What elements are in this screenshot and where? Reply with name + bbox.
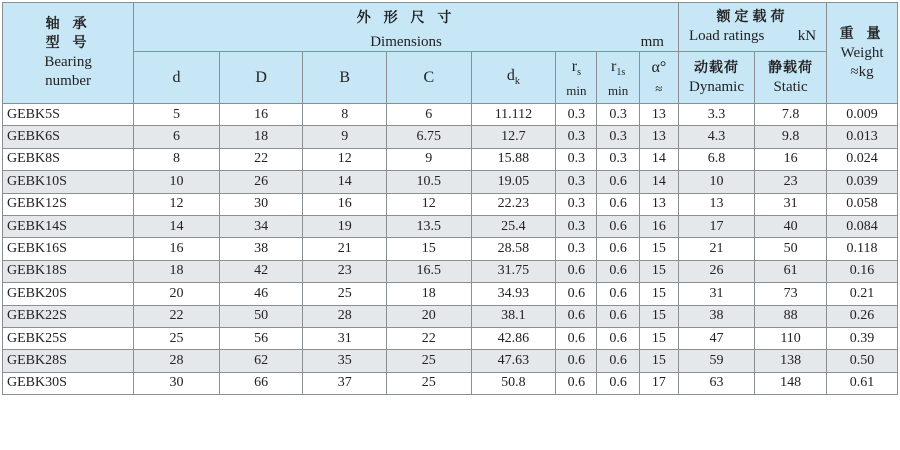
- col-d: d: [134, 52, 220, 104]
- cell-static: 9.8: [755, 126, 827, 148]
- cell-c: 16.5: [386, 260, 471, 282]
- cell-d: 8: [134, 148, 220, 170]
- cell-model: GEBK28S: [3, 350, 134, 372]
- cell-d: 14: [134, 215, 220, 237]
- cell-static: 61: [755, 260, 827, 282]
- cell-b: 28: [303, 305, 387, 327]
- cell-weight: 0.058: [827, 193, 898, 215]
- cell-c: 20: [386, 305, 471, 327]
- cell-static: 88: [755, 305, 827, 327]
- cell-b: 25: [303, 283, 387, 305]
- cell-b: 12: [303, 148, 387, 170]
- cell-outer-d: 66: [219, 372, 303, 394]
- load-ratings-header-cn: 额定载荷: [716, 9, 789, 25]
- cell-model: GEBK18S: [3, 260, 134, 282]
- cell-dk: 11.112: [471, 104, 556, 126]
- col-alpha: [639, 52, 678, 104]
- cell-d: 28: [134, 350, 220, 372]
- table-body: [3, 104, 898, 395]
- col-alpha-approx: ≈: [655, 81, 663, 96]
- cell-alpha: 15: [639, 283, 678, 305]
- cell-dynamic: 38: [678, 305, 754, 327]
- cell-d: 25: [134, 327, 220, 349]
- cell-dynamic: 63: [678, 372, 754, 394]
- cell-model: GEBK20S: [3, 283, 134, 305]
- cell-model: GEBK25S: [3, 327, 134, 349]
- cell-dk: 47.63: [471, 350, 556, 372]
- cell-static: 40: [755, 215, 827, 237]
- dimensions-header-cn: 外 形 尺 寸: [356, 10, 456, 26]
- model-header-en-line1: Bearing: [44, 54, 92, 70]
- cell-r1s: 0.3: [597, 104, 639, 126]
- cell-dynamic: 47: [678, 327, 754, 349]
- cell-b: 14: [303, 171, 387, 193]
- col-dynamic-cn: 动载荷: [694, 59, 740, 76]
- cell-b: 21: [303, 238, 387, 260]
- col-rs-min: min: [566, 82, 587, 98]
- col-r1s-main: r: [611, 57, 617, 75]
- cell-alpha: 15: [639, 305, 678, 327]
- table-row: [3, 104, 898, 126]
- cell-b: 35: [303, 350, 387, 372]
- cell-weight: 0.16: [827, 260, 898, 282]
- cell-rs: 0.6: [556, 305, 597, 327]
- cell-r1s: 0.6: [597, 350, 639, 372]
- cell-weight: 0.21: [827, 283, 898, 305]
- table-row: [3, 260, 898, 282]
- cell-alpha: 14: [639, 148, 678, 170]
- cell-d: 22: [134, 305, 220, 327]
- cell-alpha: 17: [639, 372, 678, 394]
- cell-model: GEBK8S: [3, 148, 134, 170]
- cell-dk: 50.8: [471, 372, 556, 394]
- table-row: [3, 193, 898, 215]
- cell-rs: 0.3: [556, 104, 597, 126]
- cell-d: 10: [134, 171, 220, 193]
- cell-alpha: 15: [639, 238, 678, 260]
- cell-rs: 0.3: [556, 171, 597, 193]
- cell-dynamic: 6.8: [678, 148, 754, 170]
- table-row: [3, 283, 898, 305]
- cell-rs: 0.3: [556, 238, 597, 260]
- cell-d: 20: [134, 283, 220, 305]
- cell-weight: 0.009: [827, 104, 898, 126]
- cell-r1s: 0.6: [597, 260, 639, 282]
- cell-rs: 0.3: [556, 148, 597, 170]
- cell-weight: 0.039: [827, 171, 898, 193]
- cell-r1s: 0.6: [597, 327, 639, 349]
- cell-static: 16: [755, 148, 827, 170]
- cell-weight: 0.26: [827, 305, 898, 327]
- cell-alpha: 15: [639, 260, 678, 282]
- cell-alpha: 15: [639, 327, 678, 349]
- table-row: [3, 305, 898, 327]
- table-row: [3, 327, 898, 349]
- cell-outer-d: 38: [219, 238, 303, 260]
- cell-outer-d: 50: [219, 305, 303, 327]
- cell-rs: 0.3: [556, 126, 597, 148]
- cell-dk: 28.58: [471, 238, 556, 260]
- cell-model: GEBK10S: [3, 171, 134, 193]
- cell-b: 37: [303, 372, 387, 394]
- col-static-en: Static: [773, 78, 808, 95]
- cell-static: 31: [755, 193, 827, 215]
- model-header-en-line2: number: [45, 73, 91, 89]
- cell-c: 6: [386, 104, 471, 126]
- cell-c: 9: [386, 148, 471, 170]
- col-static-cn: 静载荷: [768, 59, 814, 76]
- cell-static: 110: [755, 327, 827, 349]
- table-row: [3, 171, 898, 193]
- cell-b: 23: [303, 260, 387, 282]
- cell-dk: 42.86: [471, 327, 556, 349]
- cell-outer-d: 26: [219, 171, 303, 193]
- col-r1s-sub: 1s: [616, 66, 626, 78]
- cell-alpha: 13: [639, 193, 678, 215]
- cell-outer-d: 34: [219, 215, 303, 237]
- cell-model: GEBK5S: [3, 104, 134, 126]
- cell-weight: 0.39: [827, 327, 898, 349]
- cell-d: 30: [134, 372, 220, 394]
- dimensions-header-en: Dimensions: [370, 34, 442, 50]
- cell-model: GEBK22S: [3, 305, 134, 327]
- cell-dk: 15.88: [471, 148, 556, 170]
- weight-header-en: Weight: [840, 44, 884, 61]
- cell-weight: 0.50: [827, 350, 898, 372]
- cell-dk: 25.4: [471, 215, 556, 237]
- cell-model: GEBK14S: [3, 215, 134, 237]
- weight-header-cn: 重 量: [839, 25, 885, 42]
- weight-unit: ≈kg: [850, 63, 874, 80]
- cell-r1s: 0.6: [597, 305, 639, 327]
- cell-dk: 31.75: [471, 260, 556, 282]
- cell-b: 16: [303, 193, 387, 215]
- col-dk-sub: k: [514, 76, 520, 88]
- cell-d: 12: [134, 193, 220, 215]
- table-row: [3, 350, 898, 372]
- cell-dynamic: 59: [678, 350, 754, 372]
- cell-weight: 0.61: [827, 372, 898, 394]
- bearing-spec-table: [2, 2, 898, 395]
- cell-outer-d: 30: [219, 193, 303, 215]
- cell-b: 31: [303, 327, 387, 349]
- col-dk: [471, 52, 556, 104]
- cell-c: 12: [386, 193, 471, 215]
- dimensions-header: [134, 3, 679, 52]
- cell-dynamic: 4.3: [678, 126, 754, 148]
- cell-c: 15: [386, 238, 471, 260]
- cell-weight: 0.118: [827, 238, 898, 260]
- col-rs: [556, 52, 597, 104]
- cell-b: 9: [303, 126, 387, 148]
- cell-weight: 0.024: [827, 148, 898, 170]
- cell-dynamic: 21: [678, 238, 754, 260]
- cell-outer-d: 22: [219, 148, 303, 170]
- cell-r1s: 0.6: [597, 372, 639, 394]
- model-header-cn-line1: 轴 承: [45, 16, 91, 32]
- cell-c: 22: [386, 327, 471, 349]
- cell-static: 23: [755, 171, 827, 193]
- cell-dynamic: 26: [678, 260, 754, 282]
- cell-dk: 34.93: [471, 283, 556, 305]
- cell-c: 18: [386, 283, 471, 305]
- cell-alpha: 14: [639, 171, 678, 193]
- cell-r1s: 0.6: [597, 171, 639, 193]
- cell-static: 138: [755, 350, 827, 372]
- cell-dk: 19.05: [471, 171, 556, 193]
- cell-c: 6.75: [386, 126, 471, 148]
- cell-rs: 0.6: [556, 260, 597, 282]
- cell-outer-d: 42: [219, 260, 303, 282]
- cell-r1s: 0.6: [597, 238, 639, 260]
- col-rs-main: r: [571, 57, 578, 75]
- cell-d: 16: [134, 238, 220, 260]
- dimensions-unit: mm: [640, 34, 664, 50]
- cell-alpha: 13: [639, 104, 678, 126]
- col-dk-main: d: [506, 66, 515, 84]
- cell-outer-d: 56: [219, 327, 303, 349]
- col-c: C: [386, 52, 471, 104]
- cell-r1s: 0.6: [597, 215, 639, 237]
- cell-dk: 22.23: [471, 193, 556, 215]
- model-header-cn-line2: 型 号: [45, 35, 91, 51]
- cell-r1s: 0.3: [597, 126, 639, 148]
- cell-static: 50: [755, 238, 827, 260]
- weight-header: [827, 3, 898, 104]
- cell-dk: 38.1: [471, 305, 556, 327]
- cell-d: 6: [134, 126, 220, 148]
- cell-alpha: 15: [639, 350, 678, 372]
- col-outer-d: D: [219, 52, 303, 104]
- table-row: [3, 238, 898, 260]
- col-r1s: [597, 52, 639, 104]
- cell-rs: 0.6: [556, 283, 597, 305]
- cell-static: 7.8: [755, 104, 827, 126]
- cell-rs: 0.3: [556, 193, 597, 215]
- cell-rs: 0.6: [556, 372, 597, 394]
- cell-r1s: 0.6: [597, 283, 639, 305]
- cell-weight: 0.084: [827, 215, 898, 237]
- col-b: B: [303, 52, 387, 104]
- load-ratings-header: [678, 3, 826, 52]
- cell-rs: 0.6: [556, 327, 597, 349]
- cell-b: 8: [303, 104, 387, 126]
- cell-model: GEBK30S: [3, 372, 134, 394]
- col-static: [755, 52, 827, 104]
- load-ratings-header-en: Load ratings: [688, 28, 765, 44]
- cell-alpha: 13: [639, 126, 678, 148]
- cell-r1s: 0.6: [597, 193, 639, 215]
- col-dynamic-en: Dynamic: [689, 78, 744, 95]
- cell-dynamic: 13: [678, 193, 754, 215]
- cell-dynamic: 31: [678, 283, 754, 305]
- cell-d: 18: [134, 260, 220, 282]
- cell-rs: 0.6: [556, 350, 597, 372]
- cell-c: 13.5: [386, 215, 471, 237]
- cell-dk: 12.7: [471, 126, 556, 148]
- cell-model: GEBK16S: [3, 238, 134, 260]
- col-rs-sub: s: [577, 66, 581, 78]
- table-row: [3, 126, 898, 148]
- cell-outer-d: 16: [219, 104, 303, 126]
- cell-outer-d: 62: [219, 350, 303, 372]
- cell-b: 19: [303, 215, 387, 237]
- load-ratings-unit: kN: [797, 28, 817, 44]
- table-row: [3, 215, 898, 237]
- col-alpha-label: α°: [651, 59, 667, 76]
- cell-dynamic: 17: [678, 215, 754, 237]
- cell-c: 10.5: [386, 171, 471, 193]
- cell-dynamic: 10: [678, 171, 754, 193]
- cell-static: 73: [755, 283, 827, 305]
- cell-c: 25: [386, 372, 471, 394]
- cell-outer-d: 18: [219, 126, 303, 148]
- cell-static: 148: [755, 372, 827, 394]
- cell-r1s: 0.3: [597, 148, 639, 170]
- cell-d: 5: [134, 104, 220, 126]
- table-row: [3, 372, 898, 394]
- cell-model: GEBK6S: [3, 126, 134, 148]
- cell-c: 25: [386, 350, 471, 372]
- table-row: [3, 148, 898, 170]
- model-header: [3, 3, 134, 104]
- cell-dynamic: 3.3: [678, 104, 754, 126]
- cell-rs: 0.3: [556, 215, 597, 237]
- cell-weight: 0.013: [827, 126, 898, 148]
- cell-model: GEBK12S: [3, 193, 134, 215]
- col-r1s-min: min: [608, 82, 629, 98]
- cell-alpha: 16: [639, 215, 678, 237]
- col-dynamic: [678, 52, 754, 104]
- cell-outer-d: 46: [219, 283, 303, 305]
